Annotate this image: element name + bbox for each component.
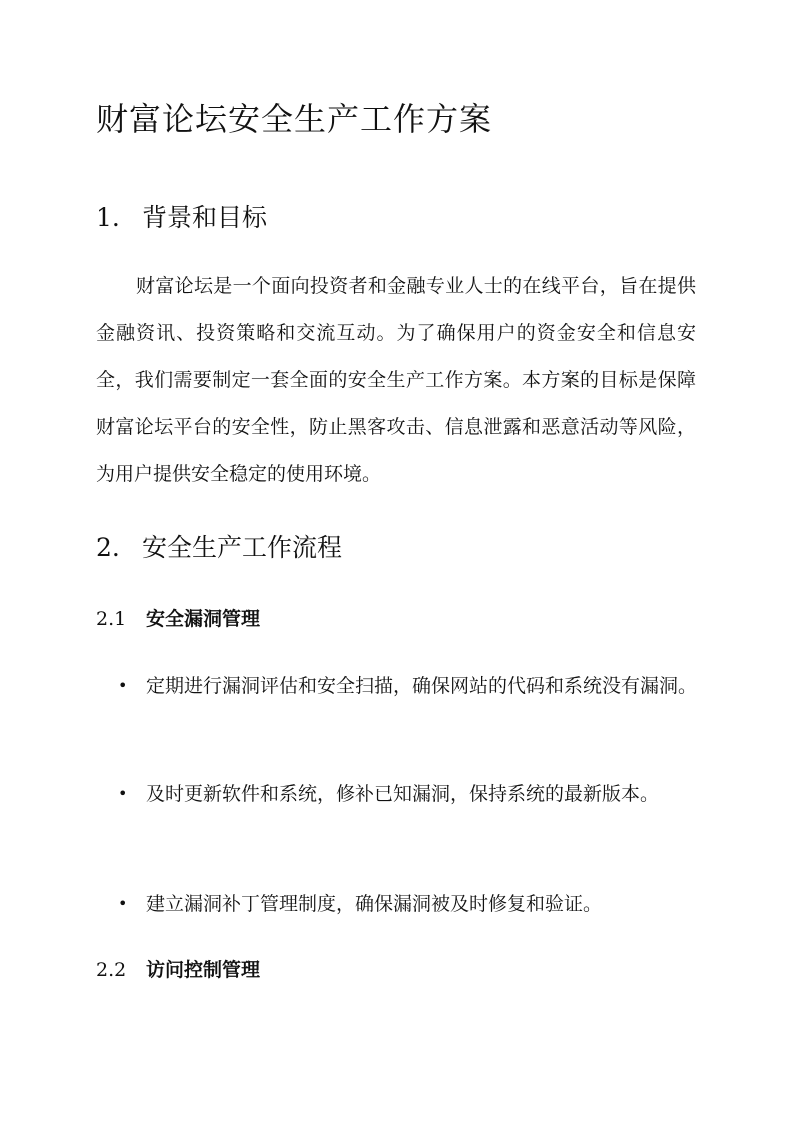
subsection-heading-vulnerability (96, 604, 260, 631)
list-item-text: 定期进行漏洞评估和安全扫描，确保网站的代码和系统没有漏洞。 (146, 675, 698, 697)
subsection-title: 访问控制管理 (146, 959, 261, 981)
list-item (118, 662, 698, 710)
subsection-title: 安全漏洞管理 (146, 608, 261, 630)
bullet-icon: • (118, 784, 128, 803)
bullet-icon: • (118, 676, 128, 695)
subsection-number: 2.1 (96, 608, 127, 630)
section-title: 安全生产工作流程 (142, 533, 343, 562)
bullet-icon: • (118, 894, 128, 913)
section-title: 背景和目标 (142, 203, 268, 232)
list-item (118, 770, 698, 818)
section-heading-background (96, 198, 267, 234)
background-paragraph: 财富论坛是一个面向投资者和金融专业人士的在线平台，旨在提供金融资讯、投资策略和交流互动。为了确保用户的资金安全和信息安全，我们需要制定一套全面的安全生产工作方案。本方案的目标是保障财富论坛平台的安全性，防止黑客攻击、信息泄露和恶意活动等风险，为用户提供安全稳定的使用环境。 (96, 275, 696, 485)
document-title: 财富论坛安全生产工作方案 (96, 100, 493, 138)
list-item-text: 建立漏洞补丁管理制度，确保漏洞被及时修复和验证。 (146, 893, 603, 915)
subsection-number: 2.2 (96, 959, 127, 981)
list-item-text: 及时更新软件和系统，修补已知漏洞，保持系统的最新版本。 (146, 783, 660, 805)
section-number: 2. (96, 533, 120, 562)
section-heading-workflow (96, 528, 342, 564)
section-number: 1. (96, 203, 120, 232)
list-item (118, 880, 698, 928)
subsection-heading-access-control (96, 955, 260, 982)
